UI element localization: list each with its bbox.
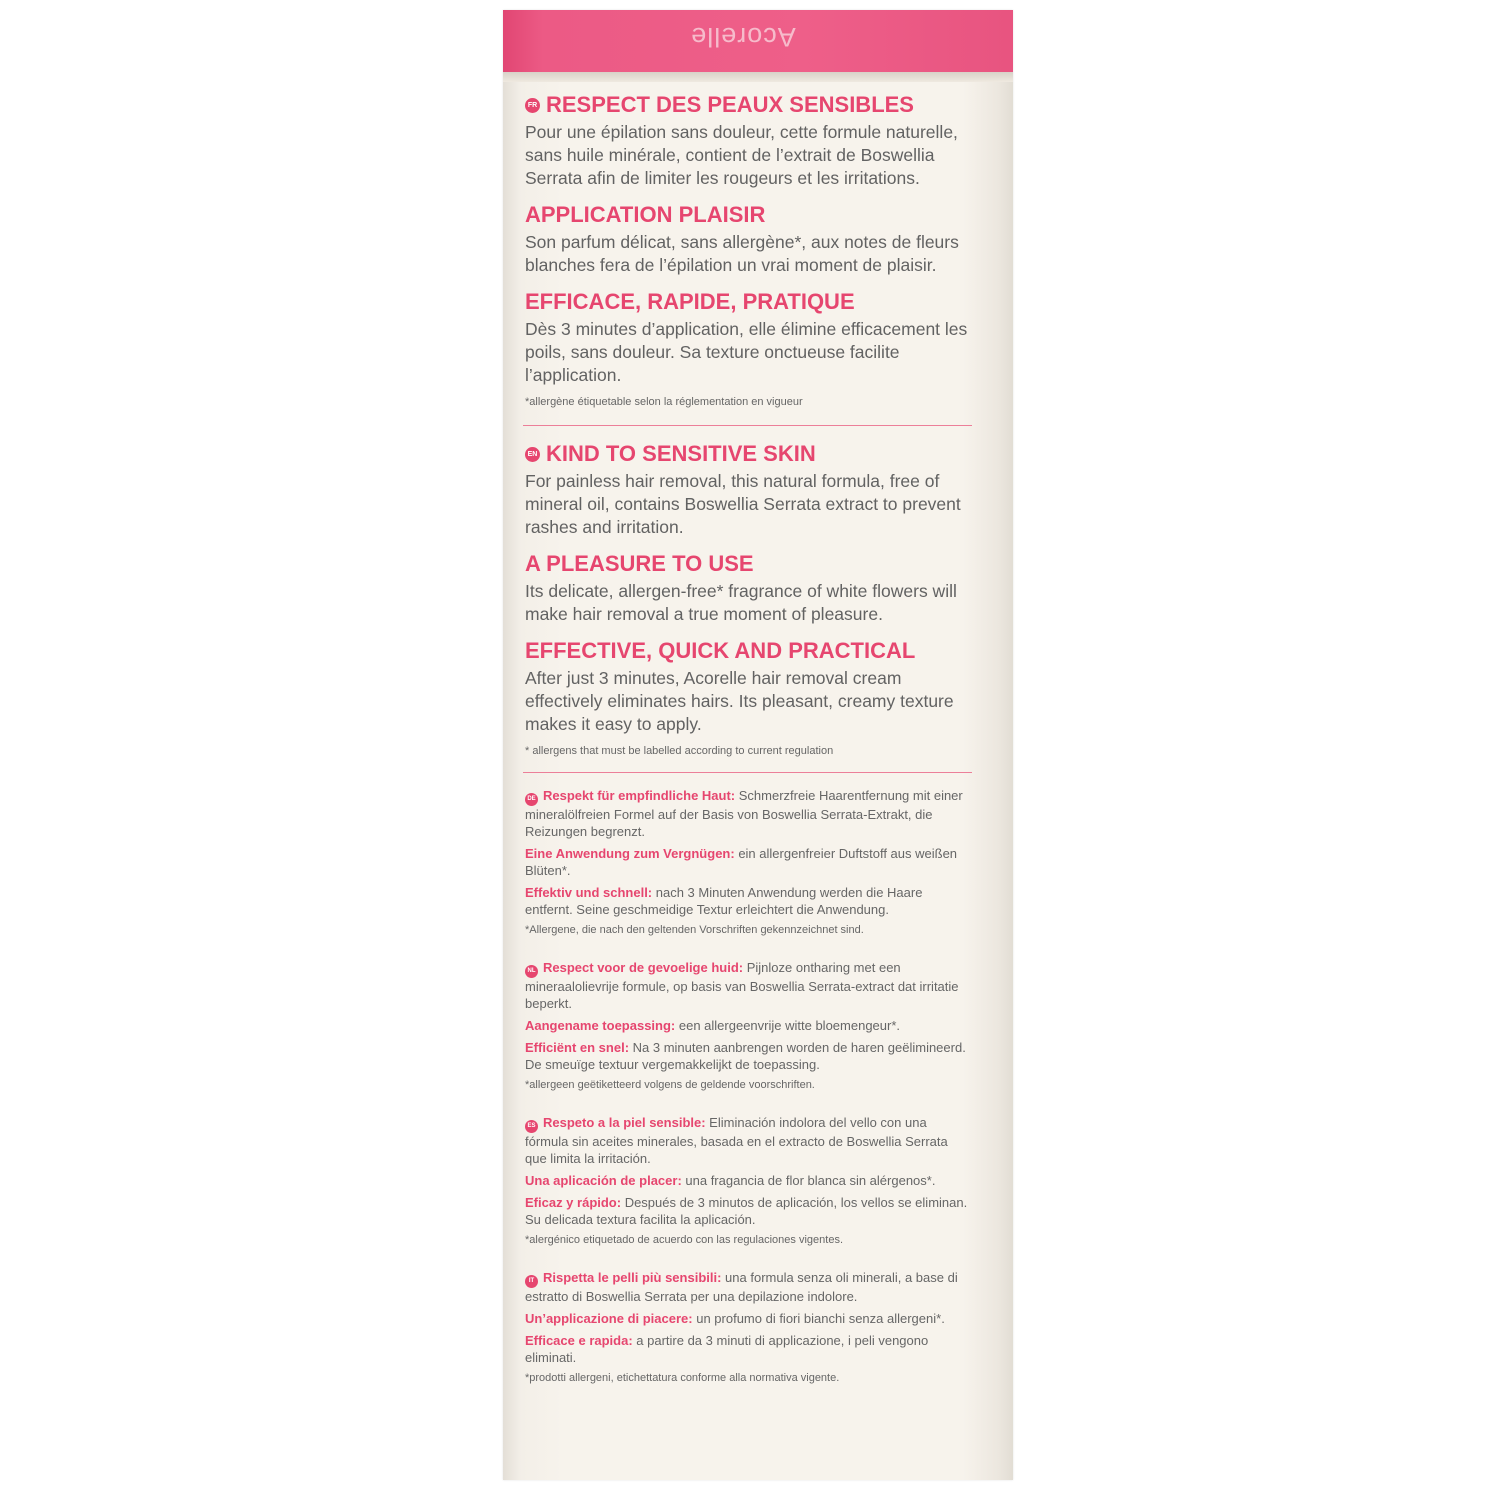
box-top-band xyxy=(503,10,1013,72)
es-paragraph-3: Eficaz y rápido: Después de 3 minutos de aplicación, los vellos se eliminan. Su delicada textura facilita la aplicación. xyxy=(525,1195,968,1227)
en-heading-1: EN KIND TO SENSITIVE SKIN xyxy=(525,441,970,467)
section-it xyxy=(525,1269,970,1385)
section-fr xyxy=(525,92,970,409)
en-heading-3: EFFECTIVE, QUICK AND PRACTICAL xyxy=(525,638,916,663)
fr-paragraph-2: Son parfum délicat, sans allergène*, aux notes de fleurs blanches fera de l’épilation un vrai moment de plaisir. xyxy=(525,232,959,275)
it-paragraph-3: Efficace e rapida: a partire da 3 minuti di applicazione, i peli vengono eliminati. xyxy=(525,1333,929,1365)
it-footnote: *prodotti allergeni, etichettatura conforme alla normativa vigente. xyxy=(525,1372,840,1384)
en-paragraph-2: Its delicate, allergen-free* fragrance of white flowers will make hair removal a true moment of pleasure. xyxy=(525,581,957,624)
it-paragraph-1: IT Rispetta le pelli più sensibili: una formula senza oli minerali, a base di estratto di Boswellia Serrata per una depilazione indolore. xyxy=(525,1270,958,1304)
es-paragraph-1: ES Respeto a la piel sensible: Eliminación indolora del vello con una fórmula sin aceites minerales, basada en el extracto de Boswellia Serrata que limita la irritación. xyxy=(525,1115,948,1166)
box-flap xyxy=(503,72,1013,82)
fr-paragraph-3: Dès 3 minutes d’application, elle élimine efficacement les poils, sans douleur. Sa texture onctueuse facilite l’application. xyxy=(525,319,968,385)
nl-flag-icon: NL xyxy=(525,965,538,978)
de-footnote: *Allergene, die nach den geltenden Vorschriften gekennzeichnet sind. xyxy=(525,924,864,936)
section-es xyxy=(525,1114,970,1247)
nl-paragraph-3: Efficiënt en snel: Na 3 minuten aanbrengen worden de haren geëlimineerd. De smeuïge textuur vergemakkelijkt de toepassing. xyxy=(525,1040,966,1072)
de-paragraph-3: Effektiv und schnell: nach 3 Minuten Anwendung werden die Haare entfernt. Seine geschmeidige Textur erleichtert die Anwendung. xyxy=(525,885,923,917)
en-heading-2: A PLEASURE TO USE xyxy=(525,551,754,576)
es-paragraph-2: Una aplicación de placer: una fragancia de flor blanca sin alérgenos*. xyxy=(525,1173,936,1188)
en-flag-icon: EN xyxy=(525,447,540,462)
nl-paragraph-2: Aangename toepassing: een allergeenvrije witte bloemengeur*. xyxy=(525,1018,901,1033)
fr-heading-2: APPLICATION PLAISIR xyxy=(525,202,766,227)
fr-heading-3: EFFICACE, RAPIDE, PRATIQUE xyxy=(525,289,855,314)
fr-flag-icon: FR xyxy=(525,98,540,113)
divider xyxy=(523,772,972,773)
de-flag-icon: DE xyxy=(525,793,538,806)
product-box xyxy=(503,10,1013,1480)
en-paragraph-3: After just 3 minutes, Acorelle hair removal cream effectively eliminates hairs. Its pleasant, creamy texture makes it easy to apply. xyxy=(525,668,954,734)
box-text xyxy=(525,82,970,1385)
de-paragraph-2: Eine Anwendung zum Vergnügen: ein allergenfreier Duftstoff aus weißen Blüten*. xyxy=(525,846,958,878)
section-de xyxy=(525,787,970,937)
fr-heading-1: FR RESPECT DES PEAUX SENSIBLES xyxy=(525,92,970,118)
it-flag-icon: IT xyxy=(525,1275,538,1288)
divider xyxy=(523,425,972,426)
section-en xyxy=(525,441,970,758)
nl-paragraph-1: NL Respect voor de gevoelige huid: Pijnloze ontharing met een mineraalolievrije formule, op basis van Boswellia Serrata-extract dat irritatie beperkt. xyxy=(525,960,959,1011)
de-paragraph-1: DE Respekt für empfindliche Haut: Schmerzfreie Haarentfernung mit einer mineralölfreien Formel auf der Basis von Boswellia Serrata-Extrakt, die Reizungen begrenzt. xyxy=(525,788,963,839)
nl-footnote: *allergeen geëtiketteerd volgens de geldende voorschriften. xyxy=(525,1079,815,1091)
section-nl xyxy=(525,959,970,1092)
es-footnote: *alergénico etiquetado de acuerdo con las regulaciones vigentes. xyxy=(525,1234,843,1246)
fr-paragraph-1: Pour une épilation sans douleur, cette formule naturelle, sans huile minérale, contient de l’extrait de Boswellia Serrata afin de limiter les rougeurs et les irritations. xyxy=(525,122,958,188)
brand-logo-upside-down: Acorelle xyxy=(690,22,796,52)
es-flag-icon: ES xyxy=(525,1120,538,1133)
en-paragraph-1: For painless hair removal, this natural formula, free of mineral oil, contains Boswellia Serrata extract to prevent rashes and irritation. xyxy=(525,471,961,537)
en-footnote: * allergens that must be labelled according to current regulation xyxy=(525,745,834,757)
fr-footnote: *allergène étiquetable selon la réglementation en vigueur xyxy=(525,396,803,408)
it-paragraph-2: Un’applicazione di piacere: un profumo di fiori bianchi senza allergeni*. xyxy=(525,1311,945,1326)
